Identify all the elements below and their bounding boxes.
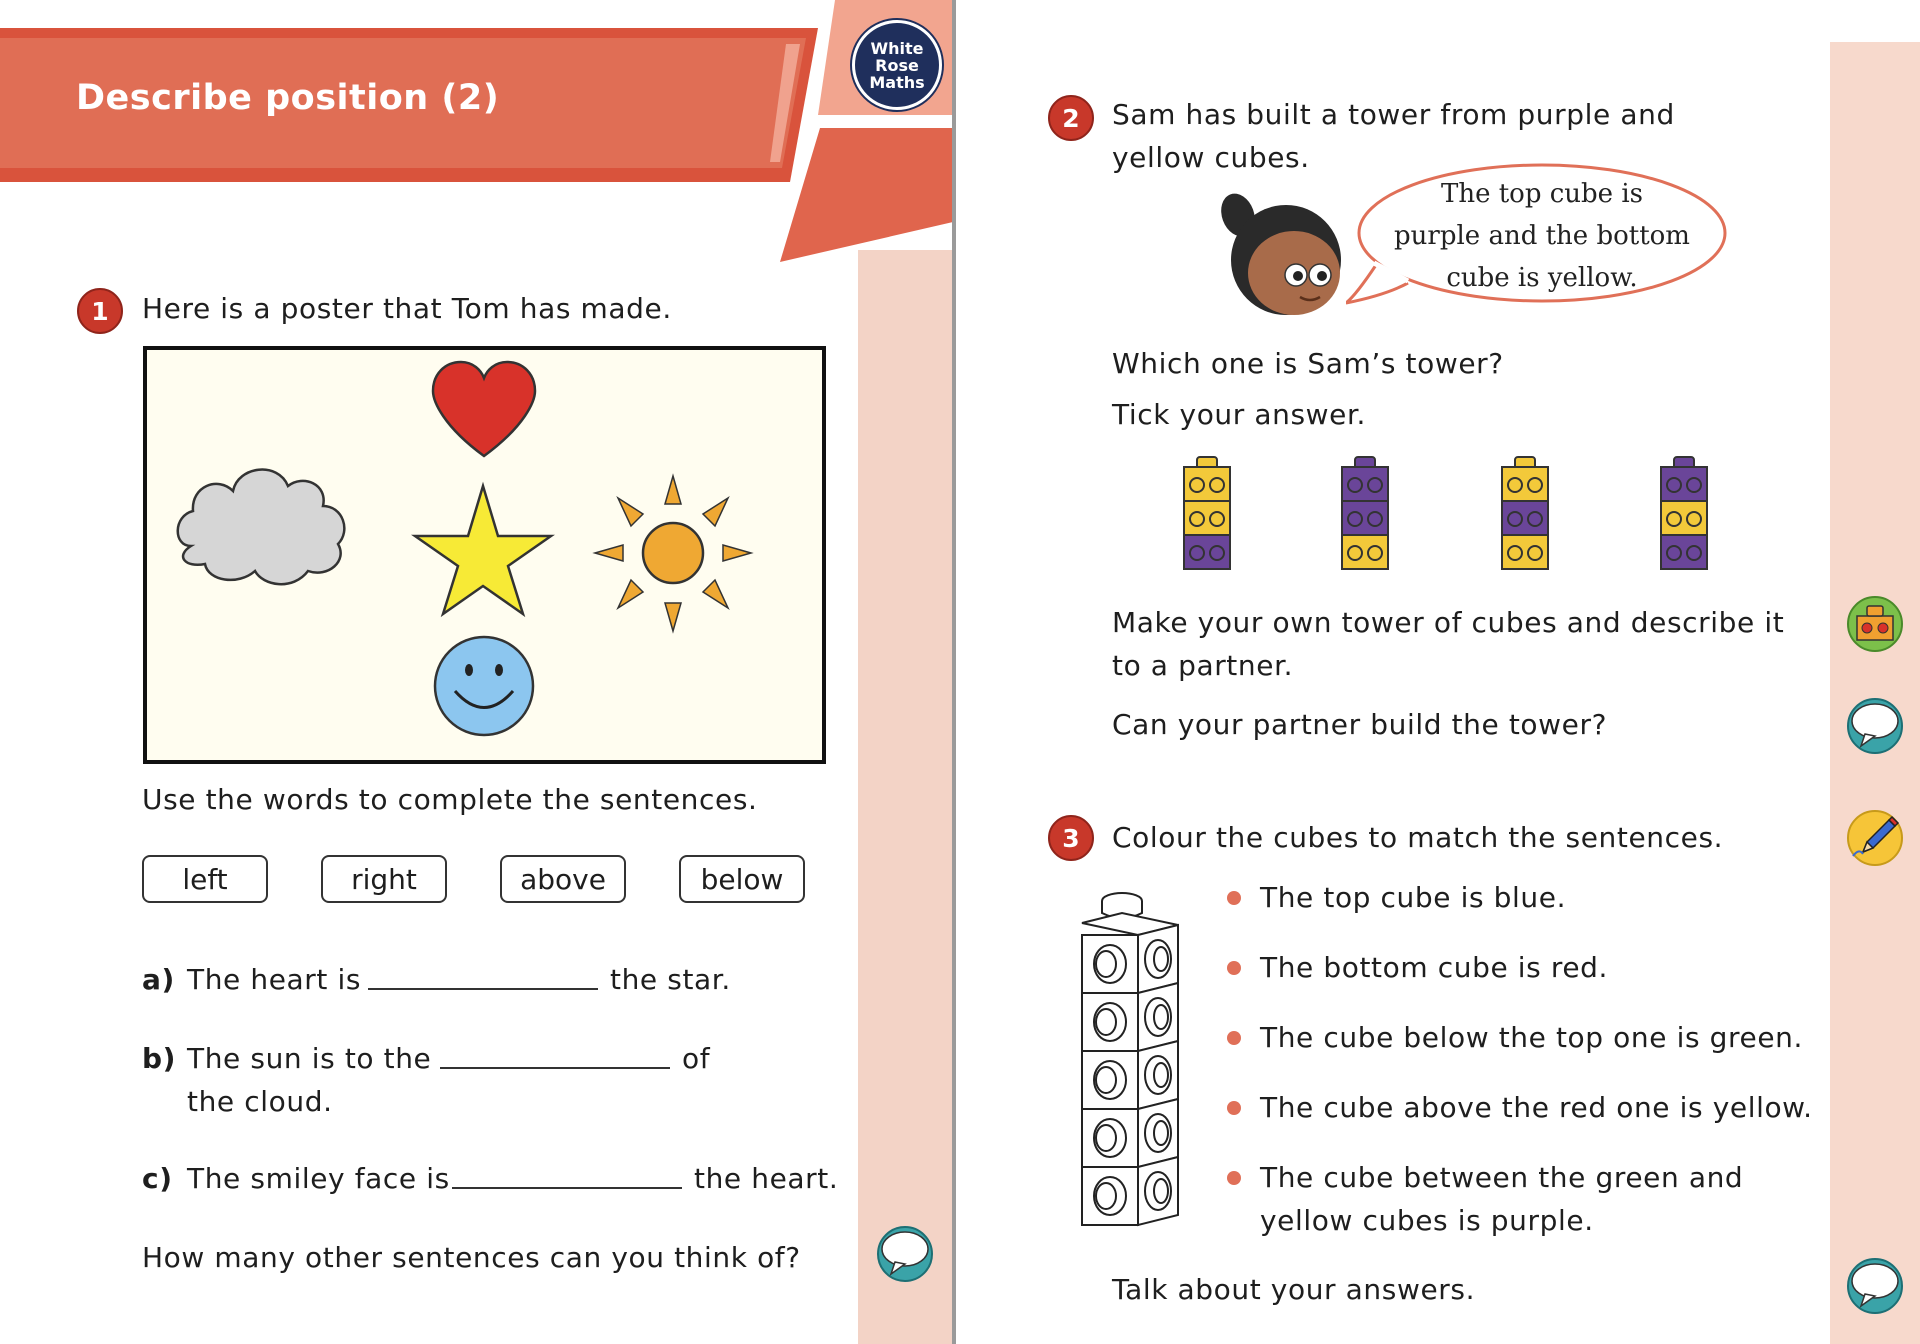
part-a-answer-line[interactable] [368, 988, 598, 990]
sun-icon [595, 476, 751, 631]
part-c-text-1: The smiley face is [187, 1162, 450, 1195]
part-b-text-1: The sun is to the [187, 1042, 432, 1075]
header-banner [0, 0, 953, 270]
logo-line-1: White [870, 38, 924, 58]
right-margin-strip [1830, 42, 1920, 1344]
part-a-text-2: the star. [610, 963, 731, 996]
question-3-number: 3 [1048, 815, 1094, 861]
speech-bubble-icon [1845, 1256, 1905, 1316]
part-c-label: c) [142, 1162, 173, 1195]
tower-option-2[interactable] [1339, 455, 1391, 573]
q3-bullet-5-line-2: yellow cubes is purple. [1260, 1204, 1594, 1237]
question-2-question: Which one is Sam’s tower? [1112, 347, 1504, 380]
question-3-talk: Talk about your answers. [1112, 1273, 1476, 1306]
speech-bubble-icon [875, 1224, 935, 1284]
poster [143, 346, 826, 764]
blank-cube-tower[interactable] [1078, 885, 1182, 1235]
question-2-line-2: yellow cubes. [1112, 141, 1310, 174]
question-2-make-2: to a partner. [1112, 649, 1294, 682]
q3-bullet-3: The cube below the top one is green. [1260, 1021, 1804, 1054]
part-c-text-2: the heart. [694, 1162, 839, 1195]
part-b-text-2: of [682, 1042, 711, 1075]
left-page [0, 0, 953, 1344]
logo-line-2: Rose [875, 55, 919, 75]
part-b-label: b) [142, 1042, 177, 1075]
question-2-make-1: Make your own tower of cubes and describe it [1112, 606, 1785, 639]
white-rose-maths-logo [852, 20, 942, 110]
word-box-right: right [321, 855, 447, 903]
part-c-answer-line[interactable] [452, 1187, 682, 1189]
q3-bullet-5: The cube between the green and [1260, 1161, 1744, 1194]
word-box-below: below [679, 855, 805, 903]
word-box-above: above [500, 855, 626, 903]
tower-option-4[interactable] [1658, 455, 1710, 573]
q3-bullet-1: The top cube is blue. [1260, 881, 1567, 914]
bullet-point [1227, 961, 1241, 975]
q3-bullet-2: The bottom cube is red. [1260, 951, 1609, 984]
part-b-text-3: the cloud. [187, 1085, 333, 1118]
girl-character-icon [1216, 185, 1351, 320]
bullet-point [1227, 1171, 1241, 1185]
right-page [956, 0, 1920, 1344]
question-1-extra: How many other sentences can you think of? [142, 1241, 801, 1274]
left-margin-strip [858, 250, 953, 1344]
speech-line-1: The top cube is [1440, 179, 1643, 209]
part-a-label: a) [142, 963, 175, 996]
question-1-instruction: Use the words to complete the sentences. [142, 783, 758, 816]
question-1-number: 1 [77, 288, 123, 334]
question-1-intro: Here is a poster that Tom has made. [142, 292, 672, 325]
q3-bullet-4: The cube above the red one is yellow. [1260, 1091, 1813, 1124]
question-2-partner: Can your partner build the tower? [1112, 708, 1608, 741]
cube-icon [1845, 594, 1905, 654]
tower-option-1[interactable] [1181, 455, 1233, 573]
question-2-line-1: Sam has built a tower from purple and [1112, 98, 1675, 131]
part-b-answer-line[interactable] [440, 1067, 670, 1069]
pencil-icon [1845, 808, 1905, 868]
part-a-text-1: The heart is [187, 963, 362, 996]
page-title: Describe position (2) [76, 78, 500, 118]
speech-bubble-text [1358, 173, 1726, 299]
speech-line-3: cube is yellow. [1446, 263, 1638, 293]
speech-bubble-icon [1845, 696, 1905, 756]
question-2-tick: Tick your answer. [1112, 398, 1367, 431]
bullet-point [1227, 1101, 1241, 1115]
logo-line-3: Maths [869, 72, 925, 92]
bullet-point [1227, 1031, 1241, 1045]
word-box-left: left [142, 855, 268, 903]
question-3-instruction: Colour the cubes to match the sentences. [1112, 821, 1724, 854]
smiley-icon [435, 637, 533, 735]
speech-line-2: purple and the bottom [1394, 221, 1690, 251]
bullet-point [1227, 891, 1241, 905]
question-2-number: 2 [1048, 95, 1094, 141]
tower-option-3[interactable] [1499, 455, 1551, 573]
